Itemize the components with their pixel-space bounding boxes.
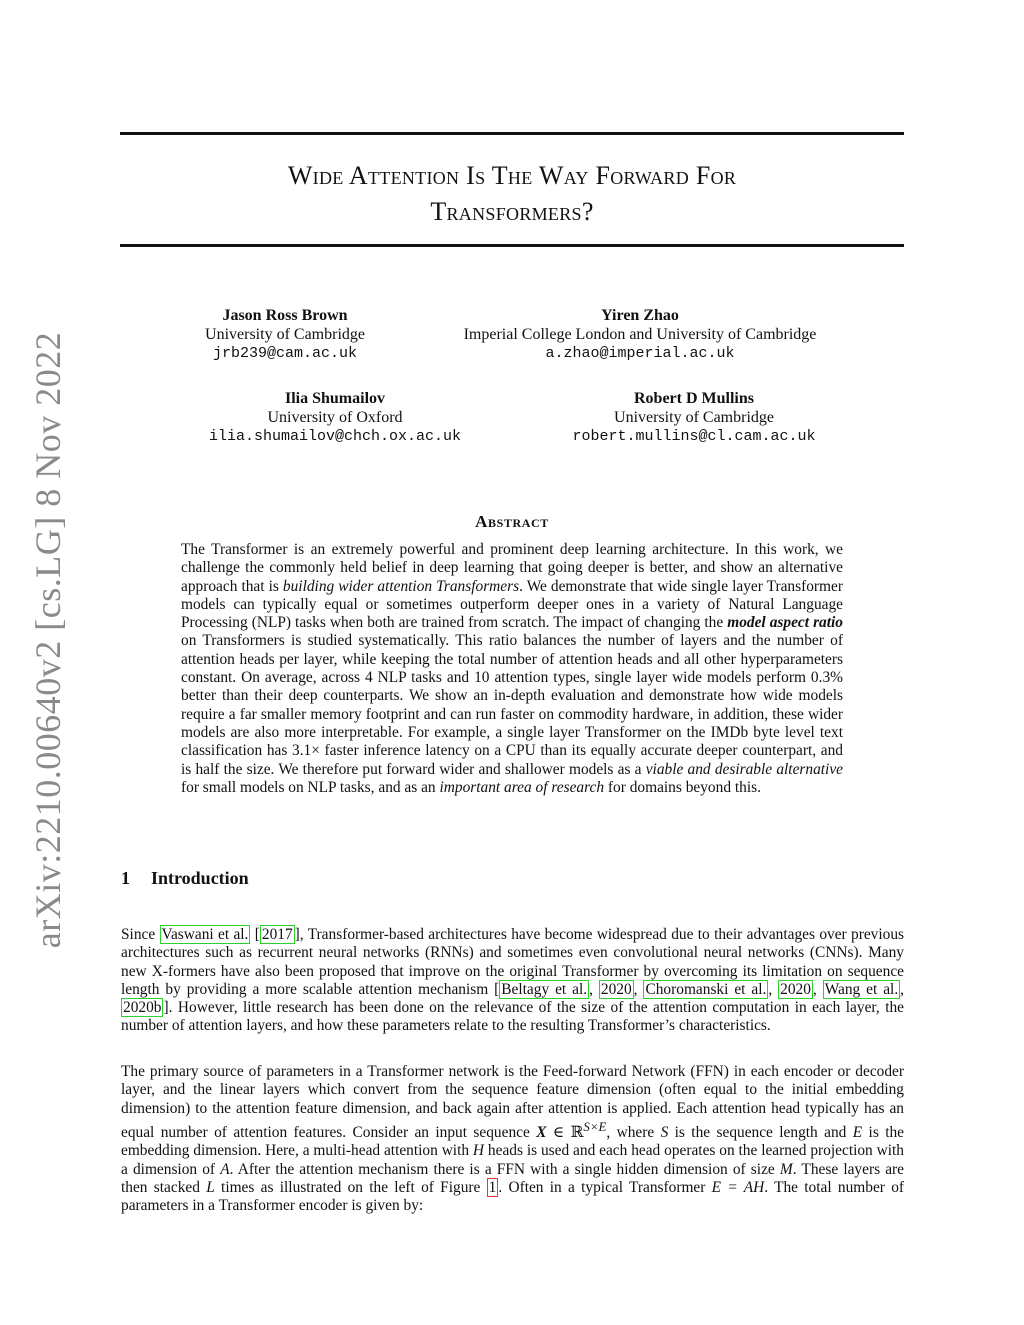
section-heading	[121, 868, 249, 889]
paragraph-text: ∈ ℝ	[546, 1124, 584, 1142]
math-symbol: E	[852, 1124, 863, 1142]
math-symbol: A	[220, 1160, 230, 1178]
paragraph-text: ,	[589, 980, 599, 998]
author-email[interactable]: jrb239@cam.ac.uk	[212, 345, 358, 362]
paragraph-text: ,	[768, 980, 779, 998]
paragraph-text: is the embedding dimension. Here, a multi-head attention with	[121, 1124, 904, 1160]
math-symbol: E = AH	[711, 1178, 765, 1196]
author-email[interactable]: a.zhao@imperial.ac.uk	[545, 345, 735, 362]
abstract-heading: Abstract	[475, 512, 549, 531]
paragraph-text: , where	[606, 1124, 661, 1142]
math-symbol: L	[206, 1178, 215, 1196]
math-symbol: M	[779, 1160, 793, 1178]
citation-link[interactable]: Vaswani et al.	[161, 926, 249, 943]
author-name: Ilia Shumailov	[284, 390, 386, 407]
paragraph-text: . After the attention mechanism there is a FFN with a single hidden dimension of size	[229, 1160, 780, 1178]
author-block-2	[440, 306, 840, 363]
math-symbol: S×E	[583, 1119, 607, 1134]
math-symbol: H	[472, 1142, 485, 1160]
author-block-1	[170, 306, 400, 363]
author-block-4	[544, 389, 844, 446]
paragraph-text: Since	[121, 926, 160, 943]
section-number: 1	[121, 868, 130, 888]
title-rule-bottom	[120, 244, 904, 247]
paragraph-text: times as illustrated on the left of Figure	[214, 1178, 487, 1196]
author-name: Yiren Zhao	[601, 307, 679, 324]
citation-link[interactable]: 2020	[780, 980, 811, 998]
abstract-emphasis: important area of research	[439, 778, 605, 796]
paragraph-text: heads is used and each head operates on the learned projection with a dimension of	[121, 1142, 904, 1178]
paragraph-text: [	[250, 926, 260, 943]
paragraph-text: . These layers are then stacked	[121, 1160, 904, 1196]
paragraph-text: . The total number of parameters in a Transformer encoder is given by:	[121, 1178, 905, 1215]
abstract-text: on Transformers is studied systematically. This ratio balances the number of layers and the number of attention heads per layer, while keeping the total number of attention heads and all other hyperparameters constant. On average, across 4 NLP tasks and 10 attention types, single layer wide models perform 0.3% better than their deep counterparts. We show an in-depth evaluation and demonstrate how wide models require a far smaller memory footprint and can run faster on commodity hardware, in addition, these wider models are also more interpretable. For example, a single layer Transformer on the IMDb byte level text classification has 3.1× faster inference latency on a CPU than its equally accurate deeper counterpart, and is half the size. We therefore put forward wider and shallower models as a	[181, 632, 843, 778]
abstract-emphasis: viable and desirable alternative	[645, 760, 843, 778]
abstract-text: The Transformer is an extremely powerful and prominent deep learning architecture. In this work, we challenge the commonly held belief in deep learning that going deeper is better, and show an alternative approach that is	[181, 541, 843, 595]
title-rule-top	[120, 132, 904, 135]
abstract-text: for domains beyond this.	[604, 778, 761, 796]
math-symbol: S	[660, 1124, 669, 1142]
paragraph-text: ,	[633, 980, 644, 998]
author-affiliation: Imperial College London and University of Cambridge	[463, 326, 817, 343]
citation-link[interactable]: 2020	[600, 980, 632, 998]
paragraph-text: ,	[812, 980, 823, 998]
paragraph-text: ], Transformer-based architectures have become widespread due to their advantages over previous architectures such as recurrent neural networks (RNNs) and sometimes even convolutional neural networks (CNNs). Many new X-formers have also been proposed that improve on the original Transformer by overcoming its limitation on sequence length by providing a more scalable attention mechanism [	[121, 926, 904, 998]
author-name: Robert D Mullins	[634, 390, 754, 407]
paragraph-text: ]. However, little research has been done on the relevance of the size of the attention computation in each layer, the number of attention layers, and how these parameters relate to the resulting Transformer’s characteristics.	[121, 999, 904, 1035]
section-title: Introduction	[151, 868, 249, 888]
citation-link[interactable]: Beltagy et al.	[501, 980, 588, 998]
abstract-body	[181, 541, 843, 797]
math-symbol: X	[536, 1124, 547, 1142]
author-email[interactable]: robert.mullins@cl.cam.ac.uk	[572, 428, 816, 445]
citation-link[interactable]: 2020b	[123, 999, 162, 1017]
author-affiliation: University of Oxford	[267, 409, 403, 426]
arxiv-identifier: arXiv:2210.00640v2 [cs.LG] 8 Nov 2022	[28, 331, 68, 949]
paragraph-text: ,	[900, 980, 905, 998]
citation-link[interactable]: Choromanski et al.	[645, 980, 767, 998]
figure-reference-link[interactable]: 1	[488, 1178, 497, 1196]
citation-link[interactable]: 2017	[261, 926, 293, 943]
abstract-text: . We demonstrate that wide single layer Transformer models can typically equal or sometimes outperform deeper ones in a variety of Natural Language Processing (NLP) tasks when both are trained from scratch. The impact of changing the	[181, 577, 843, 632]
abstract-emphasis: building wider attention Transformers	[282, 577, 520, 595]
author-affiliation: University of Cambridge	[614, 409, 774, 426]
paragraph-text: The primary source of parameters in a Transformer network is the Feed-forward Network (FFN) in each encoder or decoder layer, and the linear layers which convert from the sequence feature dimension (often equal to the initial embedding dimension) to the attention feature dimension, and back again after attention is applied. Each attention head typically has an equal number of attention features. Consider an input sequence	[121, 1063, 904, 1142]
paragraph-text: is the sequence length and	[668, 1124, 853, 1142]
title-line-2: Transformers?	[430, 197, 594, 226]
paper-title	[120, 158, 904, 230]
author-name: Jason Ross Brown	[222, 307, 348, 324]
author-affiliation: University of Cambridge	[205, 326, 365, 343]
intro-paragraph-1	[121, 926, 904, 1036]
title-line-1: Wide Attention Is The Way Forward For	[287, 161, 737, 190]
abstract-emphasis: model aspect ratio	[727, 614, 843, 632]
abstract-text: for small models on NLP tasks, and as an	[181, 778, 440, 796]
author-email[interactable]: ilia.shumailov@chch.ox.ac.uk	[208, 428, 462, 445]
paragraph-text: . Often in a typical Transformer	[498, 1178, 712, 1196]
citation-link[interactable]: Wang et al.	[824, 980, 899, 998]
intro-paragraph-2	[121, 1063, 904, 1216]
author-block-3	[180, 389, 490, 446]
